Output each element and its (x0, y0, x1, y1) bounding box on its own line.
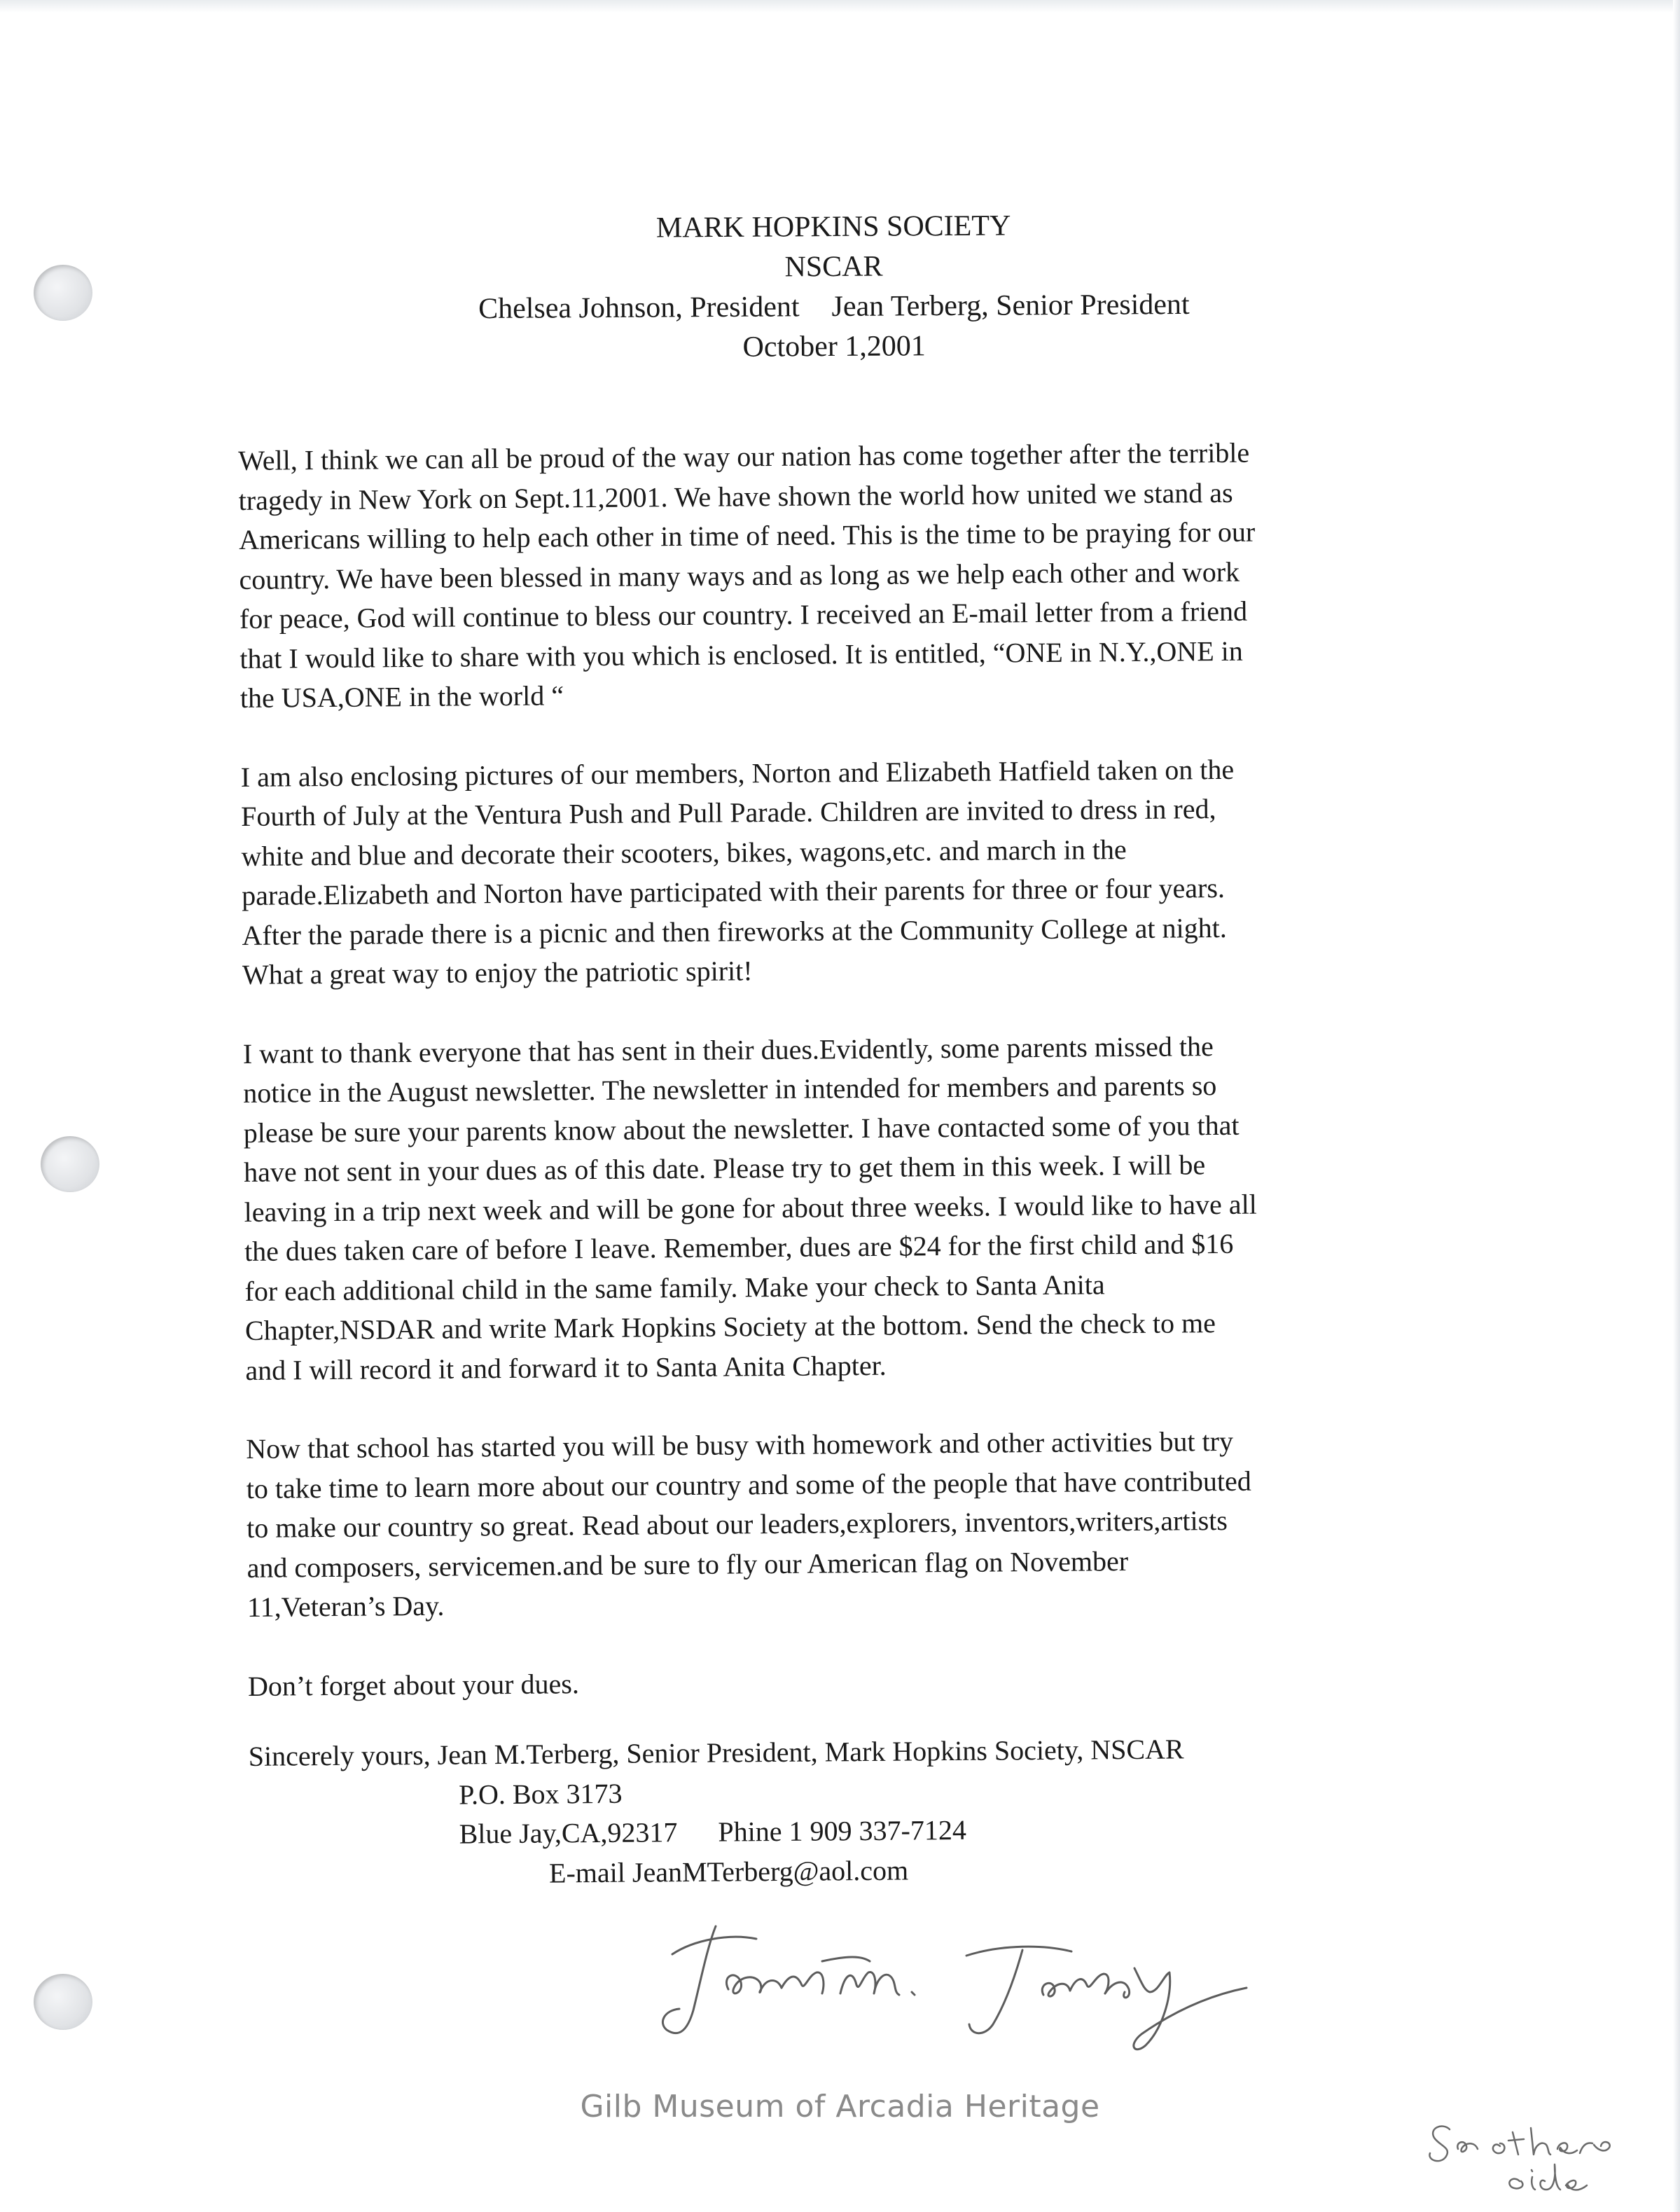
senior-president-name: Jean Terberg, Senior President (831, 288, 1190, 324)
paragraph-dues (243, 1025, 1457, 1390)
text-line: I am also enclosing pictures of our members, Norton and Elizabeth Hatfield taken on the (240, 753, 1235, 793)
text-line: and composers, servicemen.and be sure to fly our American flag on November (247, 1544, 1129, 1584)
text-line: Now that school has started you will be busy with homework and other activities but try (246, 1425, 1234, 1465)
letter-body (238, 431, 1461, 1895)
page-top-edge (0, 0, 1680, 13)
text-line: for each additional child in the same family. Make your check to Santa Anita (244, 1268, 1105, 1307)
city-text: Blue Jay,CA,92317 (459, 1816, 678, 1850)
text-line: please be sure your parents know about the newsletter. I have contacted some of you that (243, 1109, 1240, 1149)
text-line: After the parade there is a picnic and then fireworks at the Community College at night. (242, 911, 1227, 951)
text-line: country. We have been blessed in many ways and as long as we help each other and work (239, 555, 1240, 595)
museum-watermark: Gilb Museum of Arcadia Heritage (580, 2089, 1100, 2124)
punch-hole-middle (41, 1136, 99, 1192)
punch-hole-top (34, 265, 92, 321)
text-line: to take time to learn more about our country and some of the people that have contributed (246, 1465, 1251, 1505)
page-right-edge (1673, 0, 1680, 2212)
text-line: to make our country so great. Read about our leaders,explorers, inventors,writers,artists (247, 1504, 1228, 1544)
text-line: notice in the August newsletter. The newsletter in intended for members and parents so (243, 1070, 1217, 1109)
sub-organization-name: NSCAR (784, 250, 883, 284)
punch-hole-bottom (34, 1974, 92, 2030)
text-line: tragedy in New York on Sept.11,2001. We have shown the world how united we stand as (238, 476, 1233, 516)
text-line: and I will record it and forward it to Santa Anita Chapter. (245, 1349, 887, 1386)
organization-name: MARK HOPKINS SOCIETY (655, 209, 1011, 244)
email-line: E-mail JeanMTerberg@aol.com (548, 1854, 909, 1889)
text-line: that I would like to share with you which is enclosed. It is entitled, “ONE in N.Y.,ONE in (239, 635, 1243, 675)
president-name: Chelsea Johnson, President (478, 291, 800, 326)
phone-text: Phine 1 909 337-7124 (718, 1813, 967, 1848)
po-box-line: P.O. Box 3173 (459, 1777, 623, 1811)
text-line: 11,Veteran’s Day. (247, 1589, 445, 1623)
sign-off-line: Sincerely yours, Jean M.Terberg, Senior President, Mark Hopkins Society, NSCAR (248, 1733, 1184, 1772)
handwritten-margin-note (1422, 2108, 1653, 2199)
letterhead (420, 205, 1247, 369)
text-line: What a great way to enjoy the patriotic spirit! (242, 955, 753, 990)
reminder-line: Don’t forget about your dues. (247, 1667, 580, 1702)
handwritten-signature (651, 1905, 1254, 2059)
text-line: white and blue and decorate their scooters, bikes, wagons,etc. and march in the (241, 833, 1127, 872)
paragraph-national-unity (238, 431, 1452, 718)
dues-reminder (248, 1657, 1459, 1706)
text-line: Well, I think we can all be proud of the way our nation has come together after the terrible (238, 436, 1250, 476)
text-line: the USA,ONE in the world “ (239, 679, 564, 714)
paragraph-parade-pictures (241, 748, 1455, 995)
text-line: for peace, God will continue to bless our country. I received an E-mail letter from a friend (239, 595, 1248, 635)
text-line: Americans willing to help each other in time of need. This is the time to be praying for our (238, 516, 1256, 555)
text-line: Fourth of July at the Ventura Push and Pull Parade. Children are invited to dress in red, (241, 793, 1216, 832)
paragraph-school-learning (246, 1420, 1459, 1627)
text-line: have not sent in your dues as of this date. Please try to get them in this week. I will be (244, 1149, 1206, 1188)
text-line: I want to thank everyone that has sent in their dues.Evidently, some parents missed the (242, 1030, 1214, 1070)
text-line: parade.Elizabeth and Norton have participated with their parents for three or four years. (241, 871, 1226, 911)
text-line: leaving in a trip next week and will be gone for about three weeks. I would like to have all (244, 1188, 1257, 1228)
letter-date: October 1,2001 (742, 330, 926, 364)
officers-line (421, 284, 1247, 329)
text-line: the dues taken care of before I leave. Remember, dues are $24 for the first child and $16 (244, 1227, 1234, 1267)
text-line: Chapter,NSDAR and write Mark Hopkins Society at the bottom. Send the check to me (244, 1307, 1216, 1346)
signature-block (249, 1727, 1462, 1895)
